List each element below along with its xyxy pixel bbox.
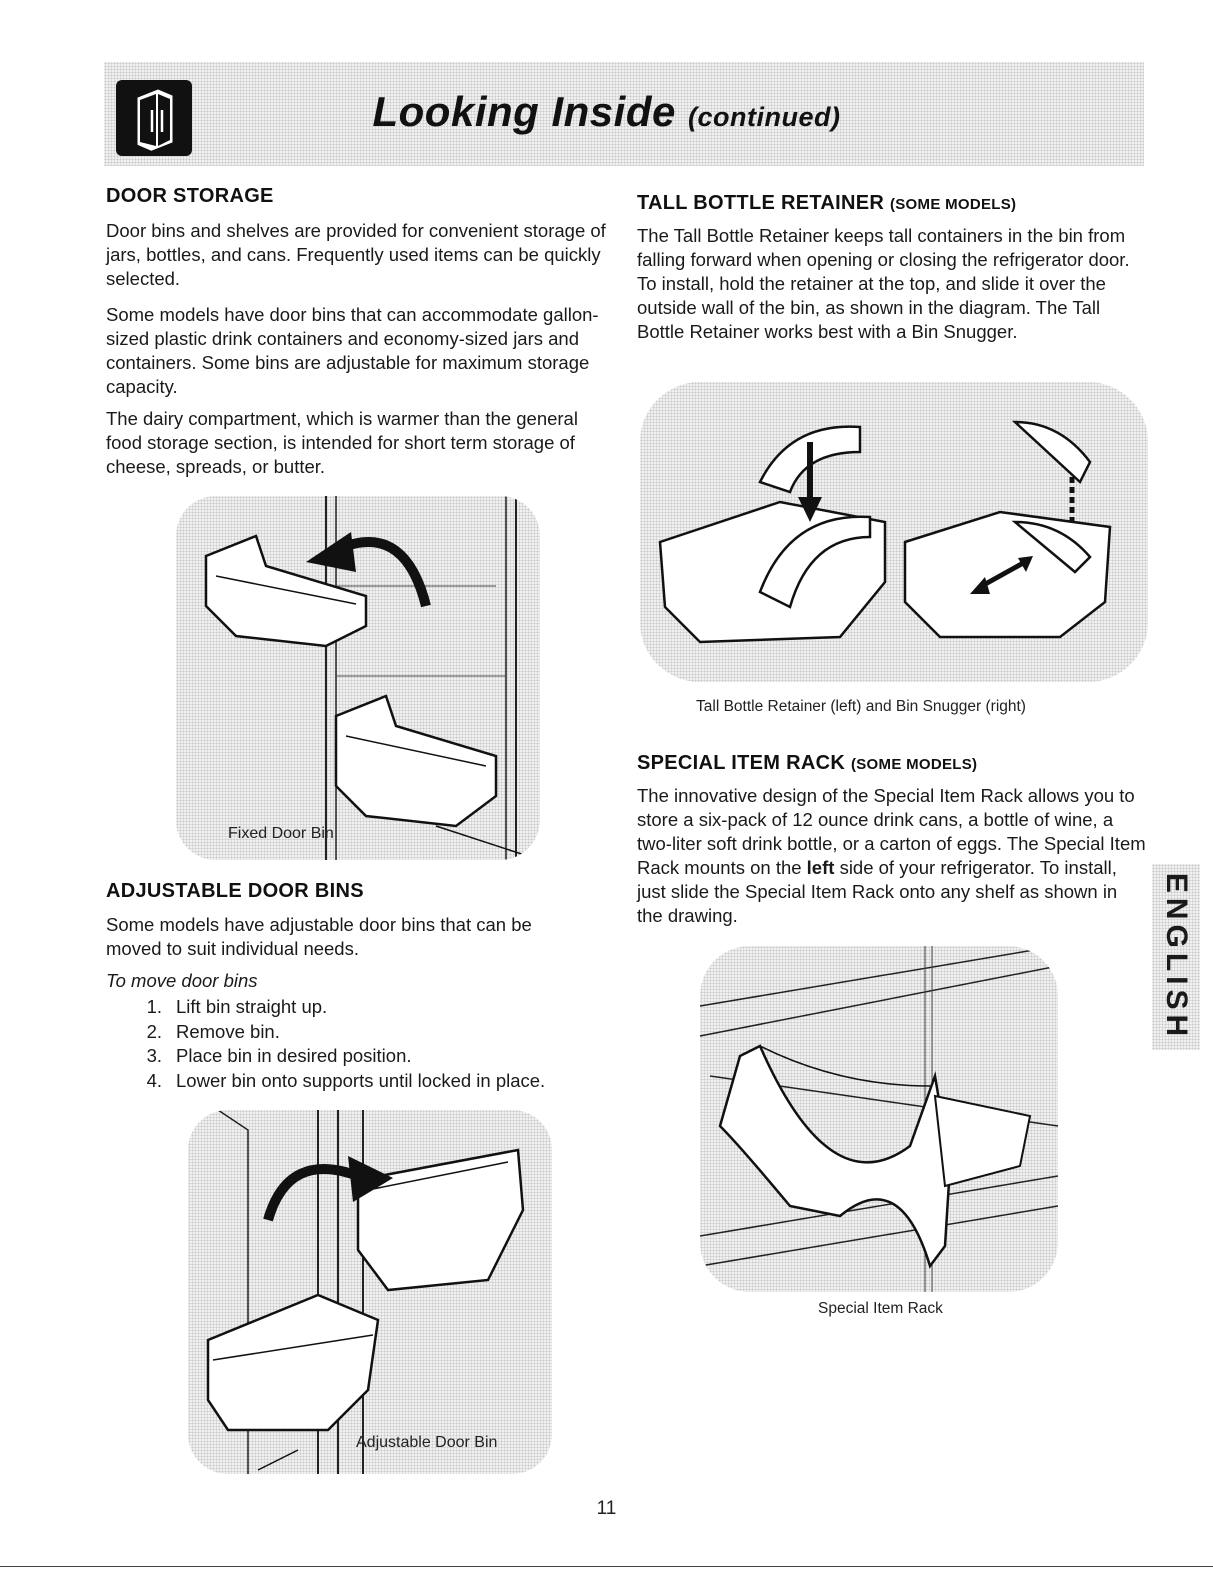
tall-bottle-retainer-suffix: (SOME MODELS) xyxy=(889,196,1017,213)
adjustable-door-bins-subheading: To move door bins xyxy=(106,970,258,991)
special-item-rack-heading xyxy=(637,752,977,775)
adjustable-door-bins-heading: ADJUSTABLE DOOR BINS xyxy=(106,880,364,902)
tall-bottle-retainer-heading xyxy=(637,192,1016,215)
step-item: 2. Remove bin. xyxy=(146,1020,280,1042)
language-tab-label xyxy=(1152,864,1200,1050)
adjustable-door-bin-label: Adjustable Door Bin xyxy=(356,1434,498,1451)
special-item-rack-suffix: (SOME MODELS) xyxy=(850,756,978,773)
door-storage-para-2: Some models have door bins that can accommodate gallon-sized plastic drink containers and economy-sized jars and containers. Some bins are adjustable for maximum storage capacity. xyxy=(106,304,599,397)
door-storage-para-3: The dairy compartment, which is warmer than the general food storage section, is intended for short term storage of cheese, spreads, or butter. xyxy=(106,408,578,477)
page-title-suffix: (continued) xyxy=(688,102,841,132)
tall-bottle-retainer-figure xyxy=(640,382,1148,682)
move-door-bins-steps xyxy=(138,995,545,1093)
special-item-rack-title: SPECIAL ITEM RACK xyxy=(637,752,846,774)
adjustable-door-bin-figure xyxy=(188,1110,552,1474)
step-item: 1. Lift bin straight up. xyxy=(146,996,328,1017)
page-title-text: Looking Inside xyxy=(372,88,676,135)
page-title xyxy=(0,88,1213,136)
emphasis-left: left xyxy=(806,857,835,878)
door-storage-heading: DOOR STORAGE xyxy=(106,185,274,207)
special-item-rack-para: The innovative design of the Special Item Rack allows you to store a six-pack of 12 ounce drink cans, a bottle of wine, a two-liter soft drink bottle, or a carton of eggs. The Special Item Rack mounts on the left side of your refrigerator. To install, just slide the Special Item Rack onto any shelf as shown in the drawing. xyxy=(637,785,1146,926)
tall-bottle-retainer-title: TALL BOTTLE RETAINER xyxy=(637,192,885,214)
bottom-rule xyxy=(0,1566,1213,1567)
tall-bottle-retainer-para: The Tall Bottle Retainer keeps tall containers in the bin from falling forward when opening or closing the refrigerator door. To install, hold the retainer at the top, and slide it over the outside wall of the bin, as shown in the diagram. The Tall Bottle Retainer works best with a Bin Snugger. xyxy=(637,225,1130,342)
fixed-door-bin-figure xyxy=(176,496,540,860)
step-item: 3. Place bin in desired position. xyxy=(146,1045,412,1066)
special-item-rack-illustration xyxy=(700,946,1058,1292)
language-tab-text: ENGLISH xyxy=(1160,872,1194,1042)
door-storage-para-1: Door bins and shelves are provided for convenient storage of jars, bottles, and cans. Frequently used items can be quickly selected. xyxy=(106,220,606,289)
fixed-door-bin-illustration xyxy=(176,496,540,860)
fixed-door-bin-label: Fixed Door Bin xyxy=(228,825,334,842)
adjustable-door-bins-para: Some models have adjustable door bins that can be moved to suit individual needs. xyxy=(106,914,532,959)
adjustable-door-bin-illustration xyxy=(188,1110,552,1474)
special-item-rack-figure xyxy=(700,946,1058,1292)
step-item: 4. Lower bin onto supports until locked in place. xyxy=(146,1069,546,1091)
special-item-rack-caption: Special Item Rack xyxy=(818,1300,943,1317)
page-number: 11 xyxy=(596,1498,617,1519)
tall-bottle-retainer-illustration xyxy=(640,382,1148,682)
tall-bottle-retainer-caption: Tall Bottle Retainer (left) and Bin Snugger (right) xyxy=(696,698,1026,715)
